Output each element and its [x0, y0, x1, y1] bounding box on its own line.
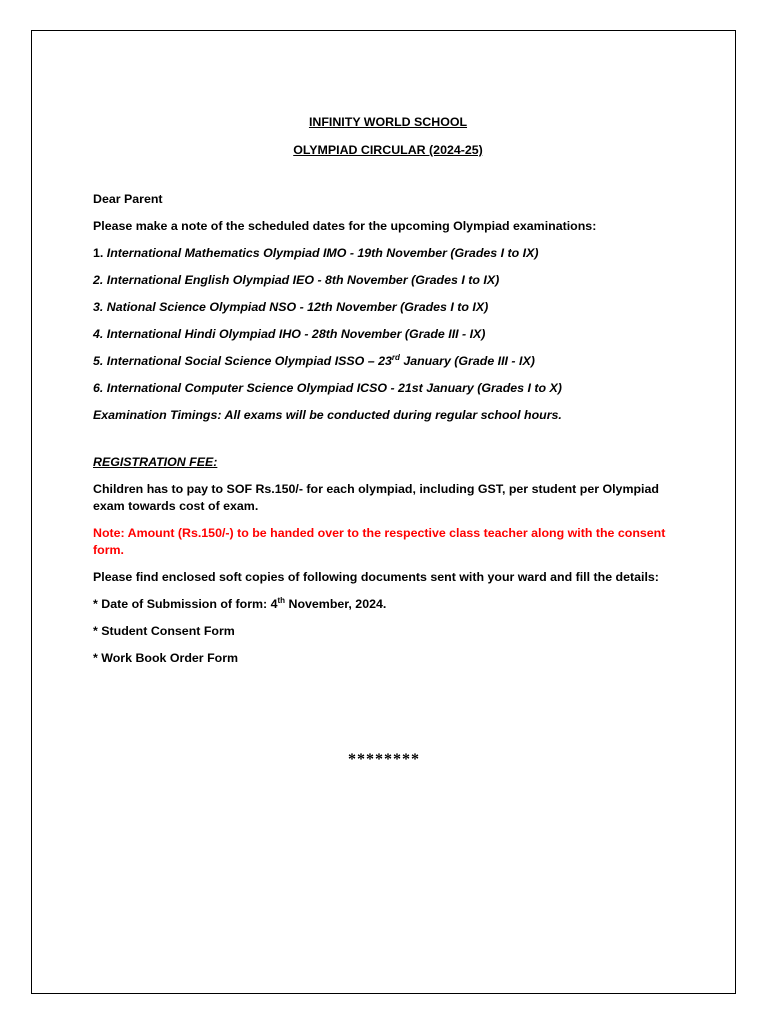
submission-date-text: * Date of Submission of form: 4 [93, 597, 278, 611]
exam-item-3: 3. National Science Olympiad NSO - 12th November (Grades I to IX) [93, 300, 489, 314]
documents-intro: Please find enclosed soft copies of following documents sent with your ward and fill the details: [93, 570, 659, 584]
doc-workbook-form: * Work Book Order Form [93, 651, 239, 665]
exam-item-1-prefix: 1. [93, 246, 107, 260]
exam-item-5 [93, 353, 683, 370]
fee-text: Children has to pay to SOF Rs.150/- for each olympiad, including GST, per student per Olympiad exam towards cost of exam. [93, 482, 659, 513]
note-text: Note: Amount (Rs.150/-) to be handed over to the respective class teacher along with the consent form. [93, 526, 666, 557]
greeting: Dear Parent [93, 192, 163, 206]
circular-body [93, 114, 683, 667]
exam-item-5-text-after: January (Grade III - IX) [399, 354, 535, 368]
submission-date [93, 596, 683, 613]
school-name: INFINITY WORLD SCHOOL [308, 115, 468, 129]
intro-text: Please make a note of the scheduled dates for the upcoming Olympiad examinations: [93, 219, 597, 233]
circular-title: OLYMPIAD CIRCULAR (2024-25) [293, 143, 483, 157]
exam-item-2: 2. International English Olympiad IEO - 8th November (Grades I to IX) [93, 273, 500, 287]
exam-item-5-text: 5. International Social Science Olympiad ISSO – 23 [93, 354, 392, 368]
submission-date-text-after: November, 2024. [285, 597, 387, 611]
doc-consent-form: * Student Consent Form [93, 624, 235, 638]
stars-divider: ******** [348, 751, 420, 768]
exam-item-6: 6. International Computer Science Olympiad ICSO - 21st January (Grades I to X) [93, 381, 562, 395]
submission-date-sup: th [277, 595, 286, 605]
registration-heading: REGISTRATION FEE: [93, 455, 218, 469]
exam-item-5-sup: rd [391, 352, 400, 362]
exam-item-1 [93, 245, 683, 262]
exam-item-1-text: International Mathematics Olympiad IMO - 19th November (Grades I to IX) [106, 246, 539, 260]
exam-timings: Examination Timings: All exams will be conducted during regular school hours. [93, 408, 562, 422]
exam-item-4: 4. International Hindi Olympiad IHO - 28th November (Grade III - IX) [93, 327, 486, 341]
